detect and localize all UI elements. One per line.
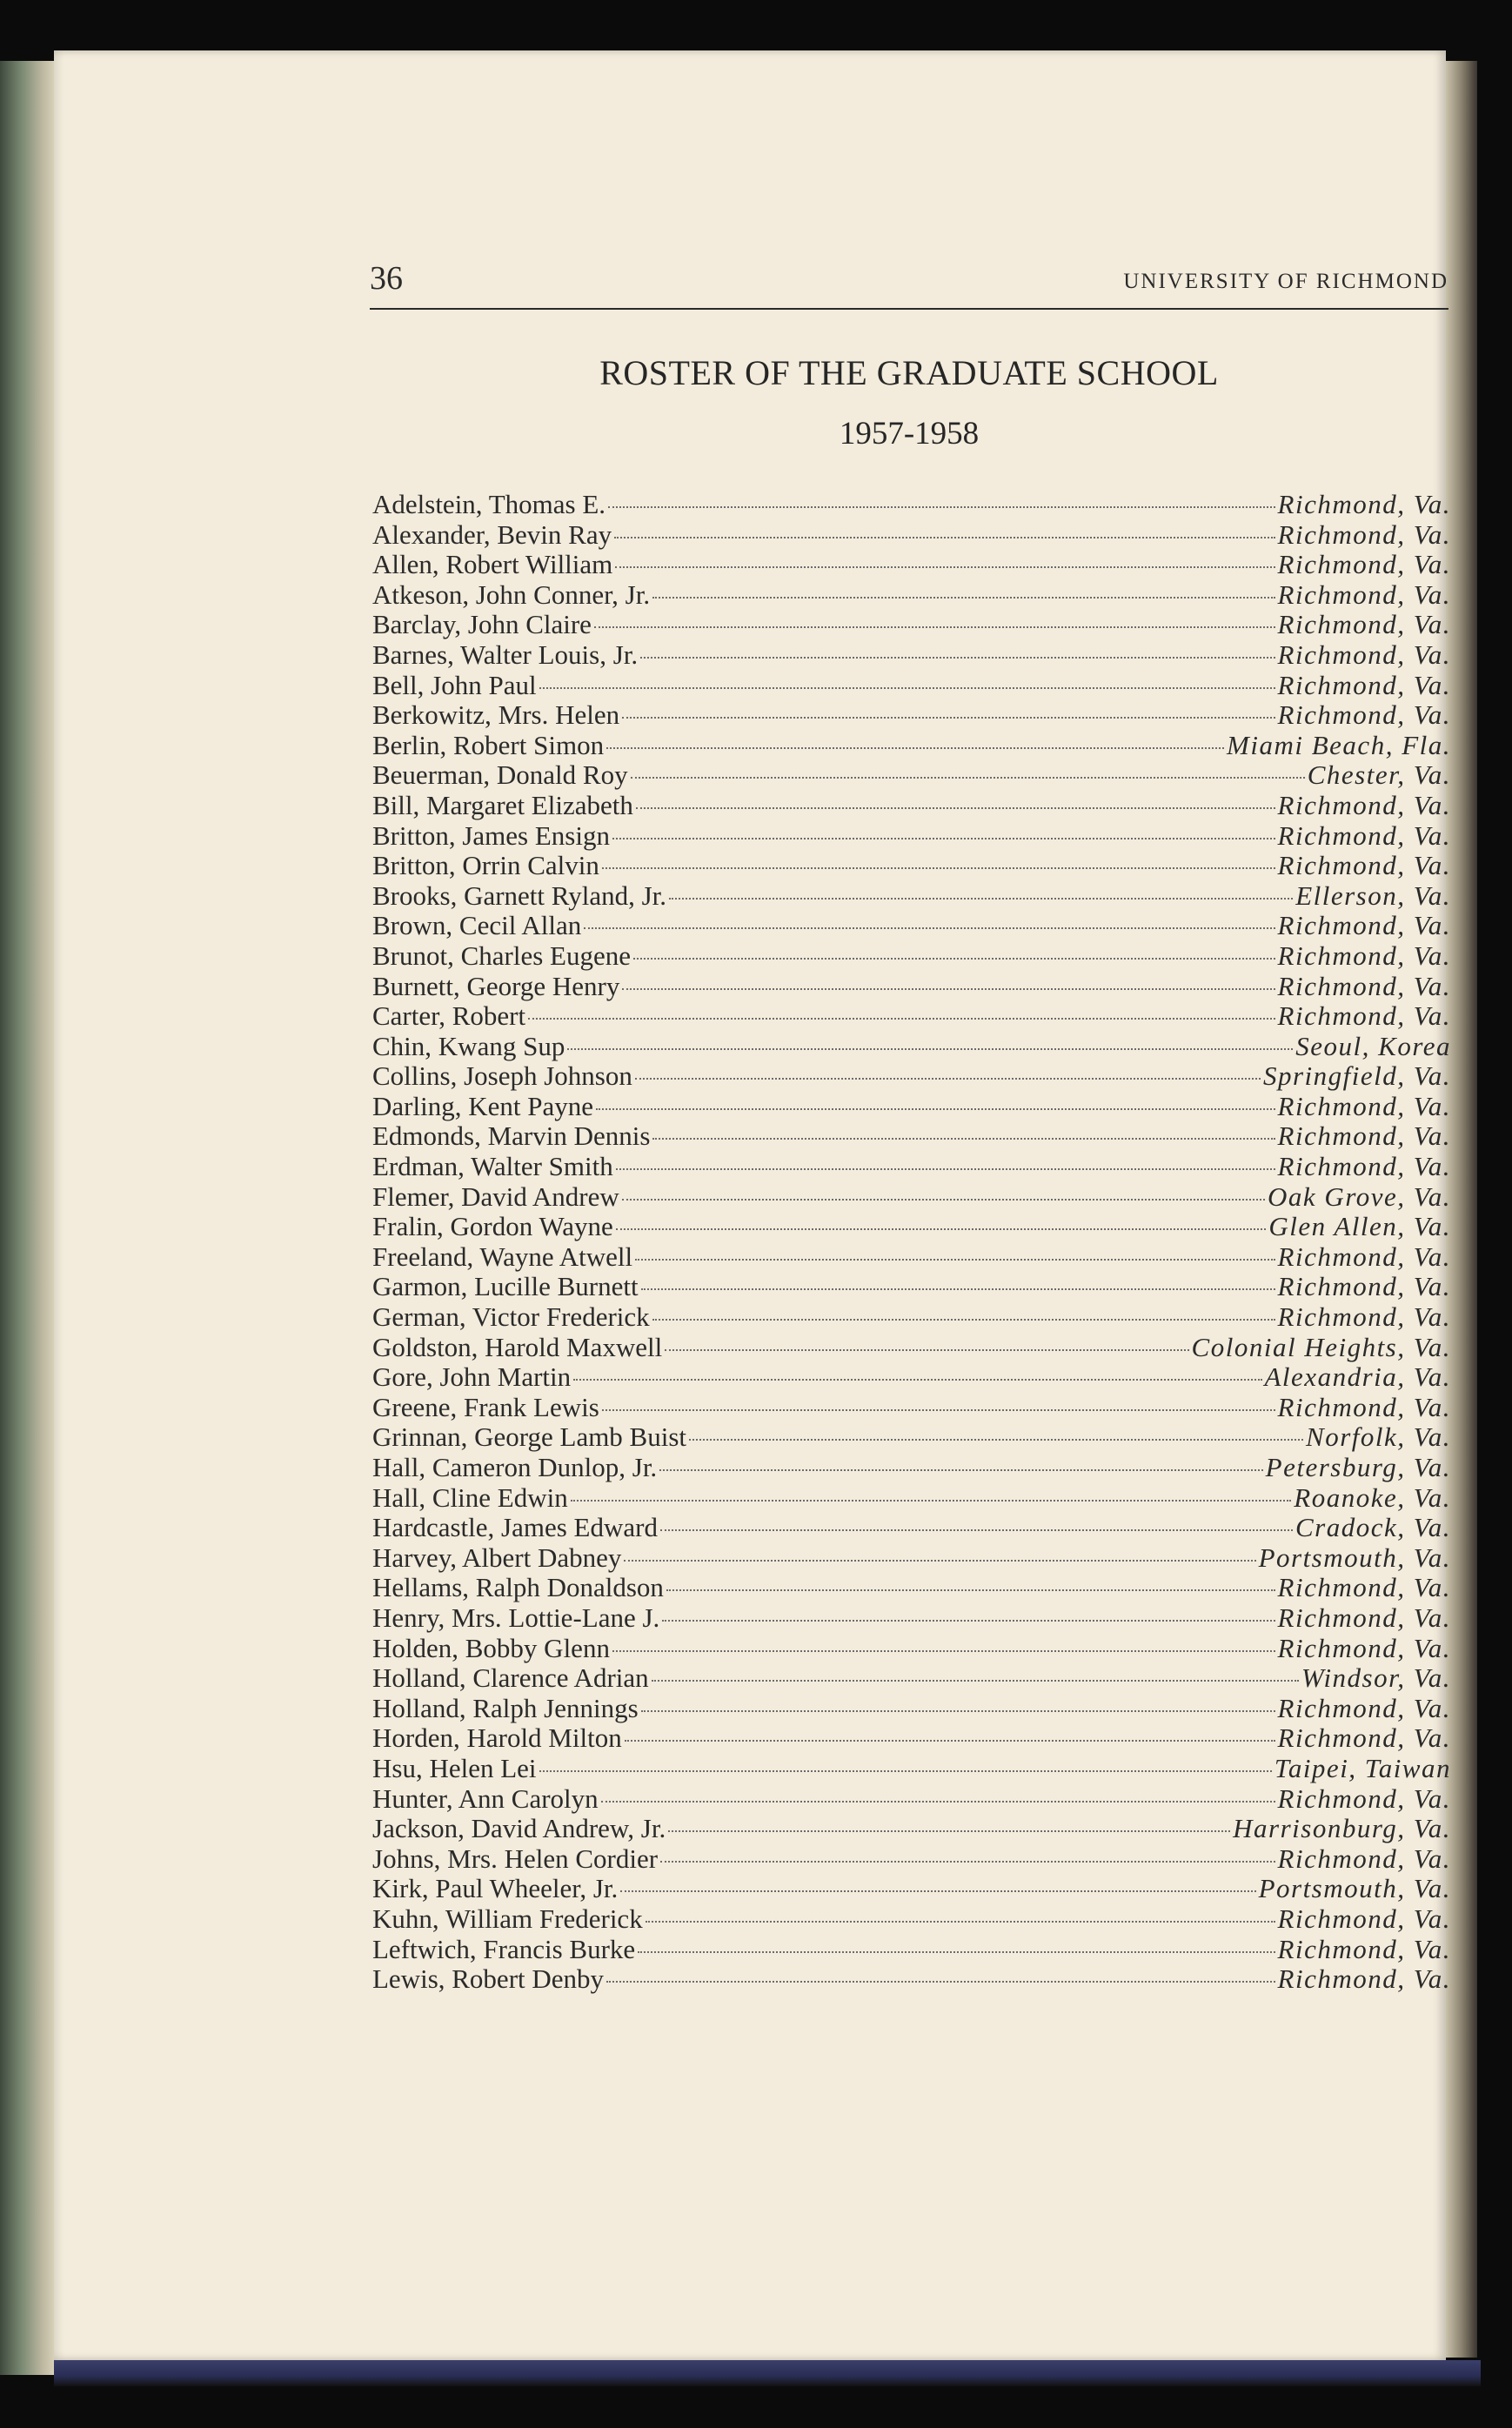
student-name: Barnes, Walter Louis, Jr.	[372, 639, 639, 670]
dot-leader	[625, 1740, 1275, 1742]
student-name: Allen, Robert William	[372, 549, 613, 580]
student-name: Chin, Kwang Sup	[372, 1030, 565, 1061]
hometown: Richmond, Va.	[1277, 1391, 1451, 1422]
hometown: Portsmouth, Va.	[1258, 1873, 1451, 1904]
hometown: Richmond, Va.	[1277, 970, 1451, 1001]
roster-entry	[372, 1935, 1451, 1965]
roster-entry	[372, 1242, 1451, 1273]
roster-entry	[372, 640, 1451, 671]
dot-leader	[606, 1981, 1275, 1983]
dot-leader	[635, 1078, 1261, 1080]
hometown: Richmond, Va.	[1277, 1241, 1451, 1272]
hometown: Richmond, Va.	[1277, 1151, 1451, 1182]
roster-entry	[372, 821, 1451, 852]
roster-entry	[372, 972, 1451, 1002]
book-cover-edge	[54, 2360, 1481, 2386]
student-name: Hellams, Ralph Donaldson	[372, 1572, 664, 1603]
roster-entry	[372, 1723, 1451, 1754]
student-name: Hall, Cameron Dunlop, Jr.	[372, 1452, 658, 1482]
hometown: Richmond, Va.	[1277, 579, 1451, 610]
hometown: Richmond, Va.	[1277, 850, 1451, 881]
dot-leader	[571, 1500, 1292, 1502]
dot-leader	[689, 1439, 1303, 1441]
dot-leader	[652, 1680, 1299, 1682]
dot-leader	[659, 1469, 1262, 1471]
hometown: Windsor, Va.	[1301, 1662, 1451, 1694]
dot-leader	[666, 1589, 1275, 1591]
student-name: Brown, Cecil Allan	[372, 910, 582, 941]
roster-entry	[372, 1121, 1451, 1152]
hometown: Richmond, Va.	[1277, 1903, 1451, 1934]
roster-entry	[372, 671, 1451, 701]
student-name: Brunot, Charles Eugene	[372, 940, 632, 971]
dot-leader	[612, 838, 1275, 839]
dot-leader	[567, 1048, 1293, 1050]
roster-entry	[372, 1333, 1451, 1363]
hometown: Cradock, Va.	[1295, 1512, 1451, 1543]
roster-entry	[372, 1844, 1451, 1875]
roster-entry	[372, 1453, 1451, 1483]
hometown: Portsmouth, Va.	[1258, 1542, 1451, 1573]
student-name: Johns, Mrs. Helen Cordier	[372, 1843, 659, 1874]
student-name: Britton, Orrin Calvin	[372, 850, 599, 881]
student-name: Flemer, David Andrew	[372, 1181, 619, 1212]
roster-entry	[372, 1754, 1451, 1784]
hometown: Seoul, Korea	[1295, 1030, 1451, 1061]
roster-entry	[372, 791, 1451, 821]
dot-leader	[660, 1529, 1293, 1531]
dot-leader	[602, 1409, 1275, 1411]
hometown: Oak Grove, Va.	[1268, 1181, 1451, 1212]
dot-leader	[669, 898, 1293, 900]
student-name: Berlin, Robert Simon	[372, 729, 605, 760]
hometown: Richmond, Va.	[1277, 699, 1451, 731]
hometown: Richmond, Va.	[1277, 1722, 1451, 1754]
student-name: Hsu, Helen Lei	[372, 1752, 537, 1783]
roster-entry	[372, 580, 1451, 611]
dot-leader	[539, 687, 1275, 689]
student-name: Holland, Clarence Adrian	[372, 1662, 649, 1694]
roster-entry	[372, 1694, 1451, 1724]
dot-leader	[620, 1890, 1255, 1892]
dot-leader	[641, 1710, 1275, 1712]
page-number: 36	[370, 260, 403, 297]
roster-entry	[372, 1543, 1451, 1574]
dot-leader	[601, 1801, 1275, 1803]
roster-entry	[372, 1182, 1451, 1213]
student-name: Fralin, Gordon Wayne	[372, 1211, 613, 1242]
student-name: Berkowitz, Mrs. Helen	[372, 699, 620, 731]
dot-leader	[606, 747, 1224, 749]
roster-entry	[372, 1513, 1451, 1543]
roster-entry	[372, 1302, 1451, 1333]
student-name: Greene, Frank Lewis	[372, 1391, 599, 1422]
hometown: Norfolk, Va.	[1306, 1421, 1451, 1453]
hometown: Richmond, Va.	[1277, 1602, 1451, 1633]
student-name: Alexander, Bevin Ray	[372, 518, 612, 550]
student-name: Burnett, George Henry	[372, 970, 620, 1001]
student-name: Atkeson, John Conner, Jr.	[372, 579, 651, 610]
dot-leader	[622, 717, 1274, 719]
student-name: Holden, Bobby Glenn	[372, 1632, 610, 1663]
student-name: Jackson, David Andrew, Jr.	[372, 1813, 666, 1844]
roster-entry	[372, 1092, 1451, 1122]
hometown: Richmond, Va.	[1277, 1632, 1451, 1663]
hometown: Ellerson, Va.	[1295, 880, 1451, 911]
dot-leader	[636, 807, 1275, 809]
hometown: Taipei, Taiwan	[1274, 1752, 1451, 1783]
hometown: Richmond, Va.	[1277, 639, 1451, 670]
student-name: Carter, Robert	[372, 1000, 526, 1032]
roster-entry	[372, 700, 1451, 731]
student-name: Lewis, Robert Denby	[372, 1963, 605, 1995]
hometown: Richmond, Va.	[1277, 819, 1451, 851]
student-name: Beuerman, Donald Roy	[372, 759, 628, 791]
roster-entry	[372, 1272, 1451, 1302]
dot-leader	[638, 1951, 1274, 1953]
student-name: Harvey, Albert Dabney	[372, 1542, 622, 1573]
dot-leader	[616, 1228, 1267, 1230]
roster-entry	[372, 1573, 1451, 1603]
student-name: Darling, Kent Payne	[372, 1090, 593, 1121]
student-name: Garmon, Lucille Burnett	[372, 1271, 639, 1302]
roster-entry	[372, 731, 1451, 761]
dot-leader	[624, 1560, 1255, 1562]
hometown: Richmond, Va.	[1277, 1783, 1451, 1814]
dot-leader	[616, 1168, 1275, 1170]
roster-entry	[372, 1001, 1451, 1032]
student-name: Bill, Margaret Elizabeth	[372, 789, 633, 820]
dot-leader	[594, 626, 1275, 628]
hometown: Richmond, Va.	[1277, 1301, 1451, 1333]
roster-entry	[372, 1784, 1451, 1815]
hometown: Richmond, Va.	[1277, 518, 1451, 550]
dot-leader	[539, 1770, 1272, 1772]
roster-entry	[372, 1422, 1451, 1453]
hometown: Richmond, Va.	[1277, 1000, 1451, 1032]
year-range: 1957-1958	[839, 416, 980, 451]
dot-leader	[640, 657, 1274, 659]
running-head	[370, 259, 1448, 310]
hometown: Richmond, Va.	[1277, 1692, 1451, 1723]
dot-leader	[528, 1018, 1274, 1020]
dot-leader	[665, 1349, 1188, 1351]
hometown: Richmond, Va.	[1277, 1120, 1451, 1152]
roster-entry	[372, 1212, 1451, 1242]
roster-entry	[372, 1814, 1451, 1844]
hometown: Richmond, Va.	[1277, 609, 1451, 640]
roster-entry	[372, 610, 1451, 640]
roster-entry	[372, 941, 1451, 972]
hometown: Richmond, Va.	[1277, 940, 1451, 971]
roster-entry	[372, 1663, 1451, 1694]
roster-entry	[372, 1634, 1451, 1664]
hometown: Chester, Va.	[1307, 759, 1451, 791]
roster-entry	[372, 1152, 1451, 1182]
hometown: Miami Beach, Fla.	[1227, 729, 1451, 760]
student-name: Brooks, Garnett Ryland, Jr.	[372, 880, 667, 911]
student-name: Hardcastle, James Edward	[372, 1512, 658, 1543]
roster-entry	[372, 1483, 1451, 1514]
hometown: Springfield, Va.	[1262, 1060, 1451, 1092]
hometown: Richmond, Va.	[1277, 1963, 1451, 1995]
hometown: Richmond, Va.	[1277, 1933, 1451, 1964]
student-name: Grinnan, George Lamb Buist	[372, 1421, 687, 1453]
student-name: Erdman, Walter Smith	[372, 1151, 613, 1182]
dot-leader	[615, 566, 1274, 568]
roster-entry	[372, 550, 1451, 580]
hometown: Richmond, Va.	[1277, 669, 1451, 700]
dot-leader	[646, 1921, 1275, 1923]
roster-list	[372, 490, 1451, 1995]
dot-leader	[662, 1620, 1274, 1622]
roster-entry	[372, 520, 1451, 551]
hometown: Richmond, Va.	[1277, 1090, 1451, 1121]
hometown: Alexandria, Va.	[1264, 1361, 1451, 1393]
hometown: Richmond, Va.	[1277, 489, 1451, 519]
dot-leader	[602, 867, 1275, 869]
hometown: Harrisonburg, Va.	[1233, 1813, 1451, 1844]
hometown: Colonial Heights, Va.	[1191, 1331, 1451, 1362]
dot-leader	[668, 1830, 1230, 1832]
dot-leader	[631, 777, 1305, 779]
student-name: Collins, Joseph Johnson	[372, 1060, 632, 1092]
hometown: Richmond, Va.	[1277, 789, 1451, 820]
hometown: Roanoke, Va.	[1294, 1482, 1451, 1513]
dot-leader	[596, 1108, 1275, 1110]
dot-leader	[622, 988, 1274, 990]
dot-leader	[608, 506, 1274, 508]
student-name: Gore, John Martin	[372, 1361, 572, 1393]
dot-leader	[622, 1199, 1265, 1201]
hometown: Richmond, Va.	[1277, 910, 1451, 941]
dot-leader	[584, 927, 1274, 929]
student-name: Bell, John Paul	[372, 669, 537, 700]
page-title: ROSTER OF THE GRADUATE SCHOOL	[599, 353, 1219, 392]
dot-leader	[652, 597, 1274, 599]
student-name: Kirk, Paul Wheeler, Jr.	[372, 1873, 619, 1904]
roster-entry	[372, 911, 1451, 941]
student-name: Barclay, John Claire	[372, 609, 592, 640]
roster-entry	[372, 1874, 1451, 1904]
hometown: Glen Allen, Va.	[1268, 1211, 1451, 1242]
student-name: German, Victor Frederick	[372, 1301, 650, 1333]
roster-entry	[372, 1904, 1451, 1935]
dot-leader	[652, 1319, 1275, 1321]
dot-leader	[612, 1650, 1275, 1652]
student-name: Hunter, Ann Carolyn	[372, 1783, 599, 1814]
student-name: Holland, Ralph Jennings	[372, 1692, 639, 1723]
hometown: Richmond, Va.	[1277, 1843, 1451, 1874]
roster-entry	[372, 851, 1451, 881]
roster-entry	[372, 1061, 1451, 1092]
hometown: Richmond, Va.	[1277, 1271, 1451, 1302]
roster-entry	[372, 760, 1451, 791]
student-name: Adelstein, Thomas E.	[372, 489, 606, 519]
student-name: Freeland, Wayne Atwell	[372, 1241, 633, 1272]
book-spine-edge	[0, 61, 54, 2375]
student-name: Henry, Mrs. Lottie-Lane J.	[372, 1602, 660, 1633]
hometown: Richmond, Va.	[1277, 549, 1451, 580]
roster-entry	[372, 1603, 1451, 1634]
roster-entry	[372, 1032, 1451, 1062]
roster-entry	[372, 1964, 1451, 1995]
dot-leader	[614, 537, 1274, 538]
roster-entry	[372, 1393, 1451, 1423]
student-name: Edmonds, Marvin Dennis	[372, 1120, 651, 1152]
hometown: Petersburg, Va.	[1265, 1452, 1451, 1482]
journal-title: UNIVERSITY OF RICHMOND	[1123, 270, 1448, 293]
student-name: Britton, James Ensign	[372, 819, 610, 851]
dot-leader	[633, 958, 1275, 960]
dot-leader	[635, 1259, 1274, 1261]
student-name: Kuhn, William Frederick	[372, 1903, 643, 1934]
student-name: Goldston, Harold Maxwell	[372, 1331, 663, 1362]
dot-leader	[573, 1379, 1261, 1381]
roster-entry	[372, 490, 1451, 520]
student-name: Horden, Harold Milton	[372, 1722, 622, 1754]
roster-entry	[372, 881, 1451, 912]
roster-entry	[372, 1362, 1451, 1393]
dot-leader	[641, 1288, 1275, 1290]
dot-leader	[660, 1861, 1275, 1863]
student-name: Hall, Cline Edwin	[372, 1482, 568, 1513]
dot-leader	[652, 1138, 1274, 1140]
hometown: Richmond, Va.	[1277, 1572, 1451, 1603]
student-name: Leftwich, Francis Burke	[372, 1933, 636, 1964]
